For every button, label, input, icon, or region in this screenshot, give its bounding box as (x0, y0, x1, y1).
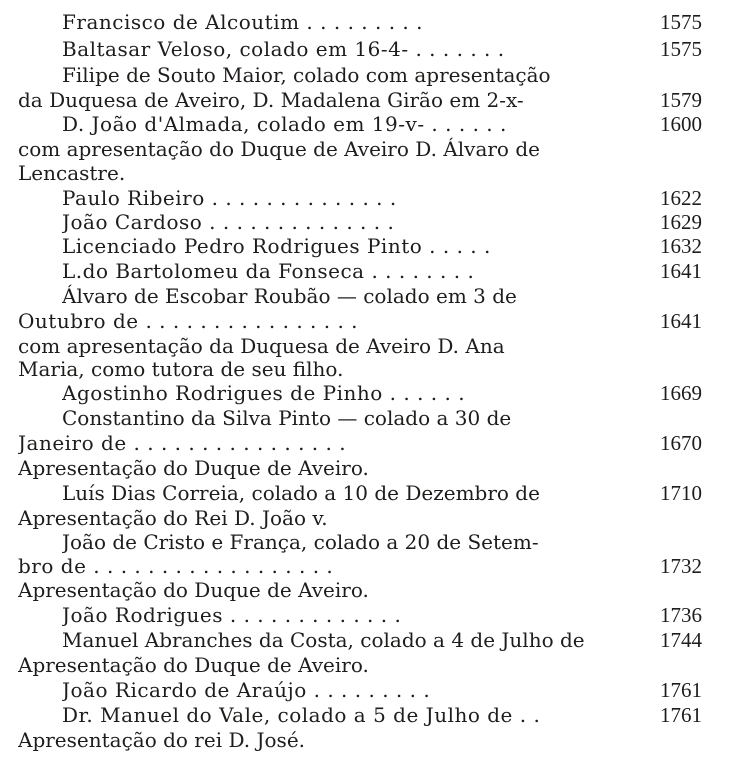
entry-line: Filipe de Souto Maior, colado com apresentação (62, 63, 551, 87)
entry-line: Apresentação do Rei D. João v. (18, 506, 328, 530)
entry-year: 1641 (660, 259, 702, 283)
entry-line: Outubro de . . . . . . . . . . . . . . . . (18, 309, 359, 333)
entry-line: Manuel Abranches da Costa, colado a 4 de Julho de (62, 628, 585, 652)
entry-line: Apresentação do Duque de Aveiro. (18, 653, 369, 677)
entry-year: 1629 (660, 210, 702, 234)
entry-line: D. João d'Almada, colado em 19-v- . . . . . . (62, 112, 507, 136)
entry-year: 1575 (660, 10, 702, 34)
entry-year: 1622 (660, 186, 702, 210)
entry-line: Maria, como tutora de seu filho. (18, 357, 344, 381)
entry-line: Baltasar Veloso, colado em 16-4- . . . . . . . (62, 37, 505, 61)
entry-year: 1761 (660, 703, 702, 727)
entry-line: Agostinho Rodrigues de Pinho . . . . . . (62, 381, 466, 405)
entry-year: 1641 (660, 309, 702, 333)
entry-line: com apresentação do Duque de Aveiro D. Álvaro de (18, 137, 540, 161)
entry-line: Licenciado Pedro Rodrigues Pinto . . . . . (62, 234, 491, 258)
entry-line: Apresentação do Duque de Aveiro. (18, 456, 369, 480)
entry-line: bro de . . . . . . . . . . . . . . . . . . (18, 554, 334, 578)
entry-line: João Cardoso . . . . . . . . . . . . . . (62, 210, 395, 234)
entry-year: 1670 (660, 431, 702, 455)
entry-year: 1579 (660, 88, 702, 112)
entry-line: Luís Dias Correia, colado a 10 de Dezembro de (62, 481, 540, 505)
entry-year: 1632 (660, 234, 702, 258)
entry-line: João de Cristo e França, colado a 20 de Setem- (62, 530, 539, 554)
entry-line: Constantino da Silva Pinto — colado a 30 de (62, 406, 512, 430)
entry-year: 1669 (660, 381, 702, 405)
entry-year: 1736 (660, 603, 702, 627)
entry-line: L.do Bartolomeu da Fonseca . . . . . . . . (62, 259, 475, 283)
entry-line: Lencastre. (18, 161, 126, 185)
entry-year: 1575 (660, 37, 702, 61)
entry-year: 1710 (660, 481, 702, 505)
entry-line: João Ricardo de Araújo . . . . . . . . . (62, 678, 431, 702)
entry-line: João Rodrigues . . . . . . . . . . . . . (62, 603, 402, 627)
entry-year: 1732 (660, 554, 702, 578)
entry-line: Álvaro de Escobar Roubão — colado em 3 de (62, 284, 517, 308)
entry-line: Janeiro de . . . . . . . . . . . . . . . . (18, 431, 347, 455)
entry-line: Paulo Ribeiro . . . . . . . . . . . . . . (62, 186, 397, 210)
entry-line: Apresentação do Duque de Aveiro. (18, 578, 369, 602)
entry-line: Apresentação do rei D. José. (18, 728, 306, 752)
entry-year: 1761 (660, 678, 702, 702)
entry-year: 1744 (660, 628, 702, 652)
entry-line: Francisco de Alcoutim . . . . . . . . . (62, 10, 423, 34)
entry-line: com apresentação da Duquesa de Aveiro D. Ana (18, 334, 505, 358)
entry-line: da Duquesa de Aveiro, D. Madalena Girão em 2-x- (18, 88, 524, 112)
entry-line: Dr. Manuel do Vale, colado a 5 de Julho de . . (62, 703, 541, 727)
entry-year: 1600 (660, 112, 702, 136)
